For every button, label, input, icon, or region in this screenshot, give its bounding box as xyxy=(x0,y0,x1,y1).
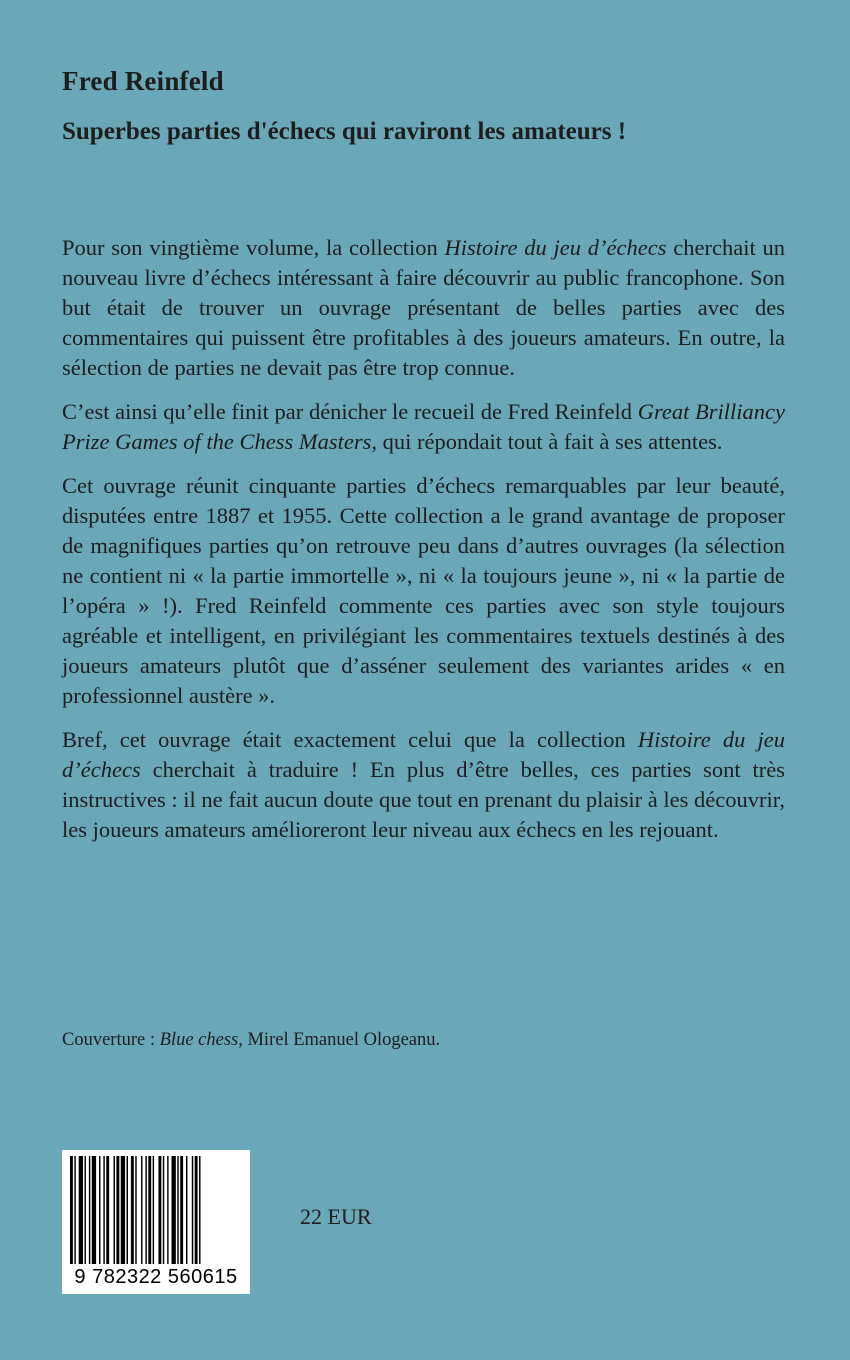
blurb-paragraph-3: Cet ouvrage réunit cinquante parties d’échecs remarquables par leur beauté, disputées entre 1887 et 1955. Cette collection a le grand avantage de proposer de magnifiques parties qu’on retrouve peu dans d’autres ouvrages (la sélection ne contient ni « la partie immortelle », ni « la toujours jeune », ni « la partie de l’opéra » !). Fred Reinfeld commente ces parties avec son style toujours agréable et intelligent, en privilégiant les commentaires textuels destinés à des joueurs amateurs plutôt que d’asséner seulement des variantes arides « en professionnel austère ». xyxy=(62,473,785,708)
blurb xyxy=(62,233,785,859)
collection-title: Histoire du jeu d’échecs xyxy=(62,727,785,782)
blurb-paragraph-2: C’est ainsi qu’elle finit par dénicher le recueil de Fred Reinfeld Great Brilliancy Prize Games of the Chess Masters, qui répondait tout à fait à ses attentes. xyxy=(62,399,785,454)
blurb-paragraph-1: Pour son vingtième volume, la collection Histoire du jeu d’échecs cherchait un nouveau livre d’échecs intéressant à faire découvrir au public francophone. Son but était de trouver un ouvrage présentant de belles parties avec des commentaires qui puissent être profitables à des joueurs amateurs. En outre, la sélection de parties ne devait pas être trop connue. xyxy=(62,235,785,380)
collection-title: Histoire du jeu d’échecs xyxy=(444,235,667,260)
original-title: Great Brilliancy Prize Games of the Chess Masters xyxy=(62,399,785,454)
blurb-paragraph-4: Bref, cet ouvrage était exactement celui que la collection Histoire du jeu d’échecs cherchait à traduire ! En plus d’être belles, ces parties sont très instructives : il ne fait aucun doute que tout en prenant du plaisir à les découvrir, les joueurs amateurs amélioreront leur niveau aux échecs en les rejouant. xyxy=(62,727,785,842)
cover-credit: Couverture : Blue chess, Mirel Emanuel Ologeanu. xyxy=(62,1030,441,1050)
isbn-number: 9 782322 560615 xyxy=(74,1266,238,1288)
author-name: Fred Reinfeld xyxy=(62,66,224,96)
price: 22 EUR xyxy=(300,1204,372,1229)
barcode-bars-icon xyxy=(68,1156,244,1264)
book-subtitle: Superbes parties d'échecs qui raviront les amateurs ! xyxy=(62,118,627,145)
cover-artwork-title: Blue chess xyxy=(159,1030,239,1050)
isbn-barcode xyxy=(62,1150,250,1294)
